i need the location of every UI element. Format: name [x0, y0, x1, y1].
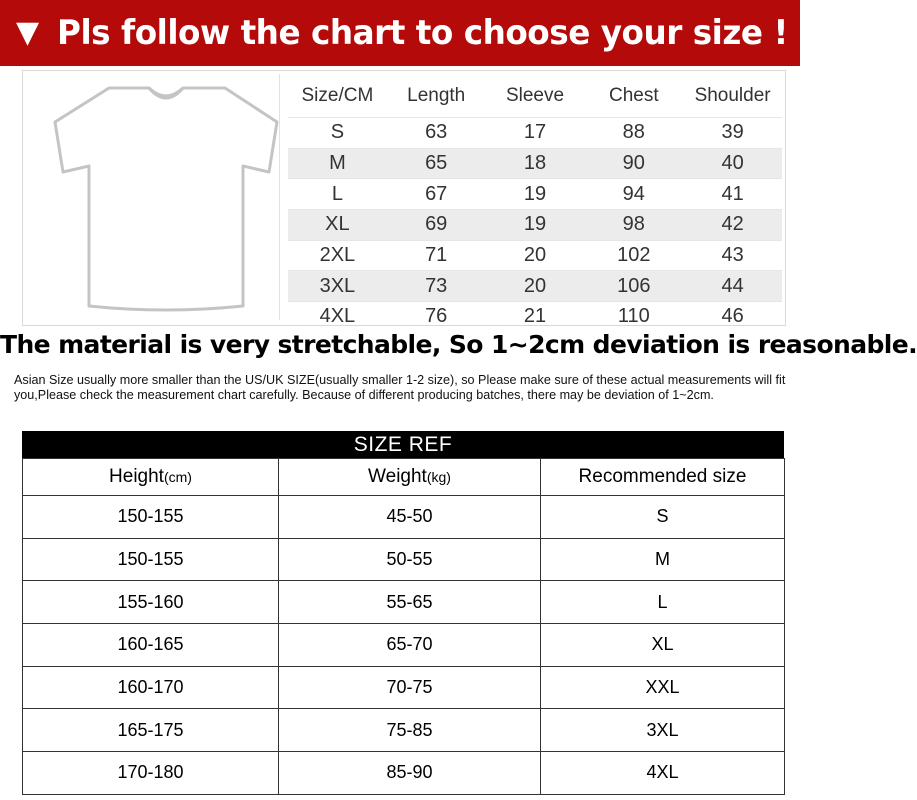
table-cell: 41 [683, 179, 782, 210]
table-cell: 4XL [288, 302, 387, 332]
size-cell: L [541, 581, 785, 624]
tshirt-outline-icon [53, 74, 279, 320]
table-cell: 44 [683, 271, 782, 302]
header-unit: (cm) [163, 469, 192, 485]
table-row [288, 240, 782, 271]
weight-header [279, 459, 541, 496]
height-cell: 150-155 [23, 496, 279, 539]
header-label: Height [109, 466, 164, 487]
table-cell: 20 [486, 271, 585, 302]
table-row [23, 752, 785, 795]
table-row [288, 179, 782, 210]
table-row [288, 271, 782, 302]
table-cell: 17 [486, 118, 585, 149]
height-cell: 160-170 [23, 666, 279, 709]
table-cell: 19 [486, 210, 585, 241]
table-cell: XL [288, 210, 387, 241]
height-cell: 165-175 [23, 709, 279, 752]
table-cell: 71 [387, 240, 486, 271]
weight-cell: 65-70 [279, 624, 541, 667]
table-row [23, 538, 785, 581]
size-cell: 3XL [541, 709, 785, 752]
table-cell: 76 [387, 302, 486, 332]
size-disclaimer: Asian Size usually more smaller than the US/UK SIZE(usually smaller 1-2 size), so Please make sure of these actual measurements will fit you,Please check the measurement chart carefully. Because of different producing batches, there may be deviation of 1~2cm. [14, 373, 786, 402]
weight-cell: 75-85 [279, 709, 541, 752]
table-cell: 73 [387, 271, 486, 302]
table-cell: 69 [387, 210, 486, 241]
column-header: Shoulder [694, 85, 771, 106]
height-cell: 170-180 [23, 752, 279, 795]
table-row [23, 581, 785, 624]
table-cell: 18 [486, 148, 585, 179]
table-row [23, 496, 785, 539]
table-cell: 90 [584, 148, 683, 179]
size-cell: M [541, 538, 785, 581]
header-label: Weight [368, 466, 427, 487]
measurement-panel [22, 70, 786, 326]
size-ref-header-row [23, 459, 785, 496]
table-cell: 88 [584, 118, 683, 149]
table-cell: 106 [584, 271, 683, 302]
banner-text: Pls follow the chart to choose your size ! [57, 13, 788, 53]
table-cell: 102 [584, 240, 683, 271]
table-cell: 39 [683, 118, 782, 149]
table-cell: 19 [486, 179, 585, 210]
table-cell: 110 [584, 302, 683, 332]
size-cell: XXL [541, 666, 785, 709]
size-ref-title: SIZE REF [22, 431, 784, 458]
recommended-size-header [541, 459, 785, 496]
height-cell: 150-155 [23, 538, 279, 581]
table-cell: 94 [584, 179, 683, 210]
table-cell: 21 [486, 302, 585, 332]
stretch-note: The material is very stretchable, So 1~2cm deviation is reasonable. [0, 330, 917, 359]
header-label: Recommended size [578, 466, 747, 487]
column-header: Length [407, 85, 466, 106]
measurement-header-row [288, 75, 782, 118]
table-cell: 3XL [288, 271, 387, 302]
table-row [23, 624, 785, 667]
column-header: Chest [608, 85, 659, 106]
table-row [288, 210, 782, 241]
table-cell: 46 [683, 302, 782, 332]
weight-cell: 55-65 [279, 581, 541, 624]
table-cell: M [288, 148, 387, 179]
table-row [23, 709, 785, 752]
height-header [23, 459, 279, 496]
height-cell: 155-160 [23, 581, 279, 624]
column-header: Size/CM [301, 85, 374, 106]
weight-cell: 50-55 [279, 538, 541, 581]
weight-cell: 85-90 [279, 752, 541, 795]
size-cell: S [541, 496, 785, 539]
size-ref-section [22, 431, 784, 795]
size-cell: 4XL [541, 752, 785, 795]
table-cell: 40 [683, 148, 782, 179]
column-header: Sleeve [505, 85, 565, 106]
table-row [288, 302, 782, 332]
header-unit: (kg) [426, 469, 451, 485]
table-cell: 42 [683, 210, 782, 241]
table-cell: 65 [387, 148, 486, 179]
height-cell: 160-165 [23, 624, 279, 667]
table-cell: 67 [387, 179, 486, 210]
table-cell: S [288, 118, 387, 149]
size-ref-table [22, 458, 785, 795]
tshirt-illustration [53, 74, 280, 320]
table-cell: 63 [387, 118, 486, 149]
weight-cell: 70-75 [279, 666, 541, 709]
table-row [288, 148, 782, 179]
table-row [288, 118, 782, 149]
table-cell: 20 [486, 240, 585, 271]
measurement-table [288, 75, 782, 332]
table-cell: 2XL [288, 240, 387, 271]
table-cell: L [288, 179, 387, 210]
size-cell: XL [541, 624, 785, 667]
table-row [23, 666, 785, 709]
table-cell: 98 [584, 210, 683, 241]
header-banner [0, 0, 800, 66]
table-cell: 43 [683, 240, 782, 271]
down-triangle-icon: ▼ [16, 15, 40, 50]
weight-cell: 45-50 [279, 496, 541, 539]
